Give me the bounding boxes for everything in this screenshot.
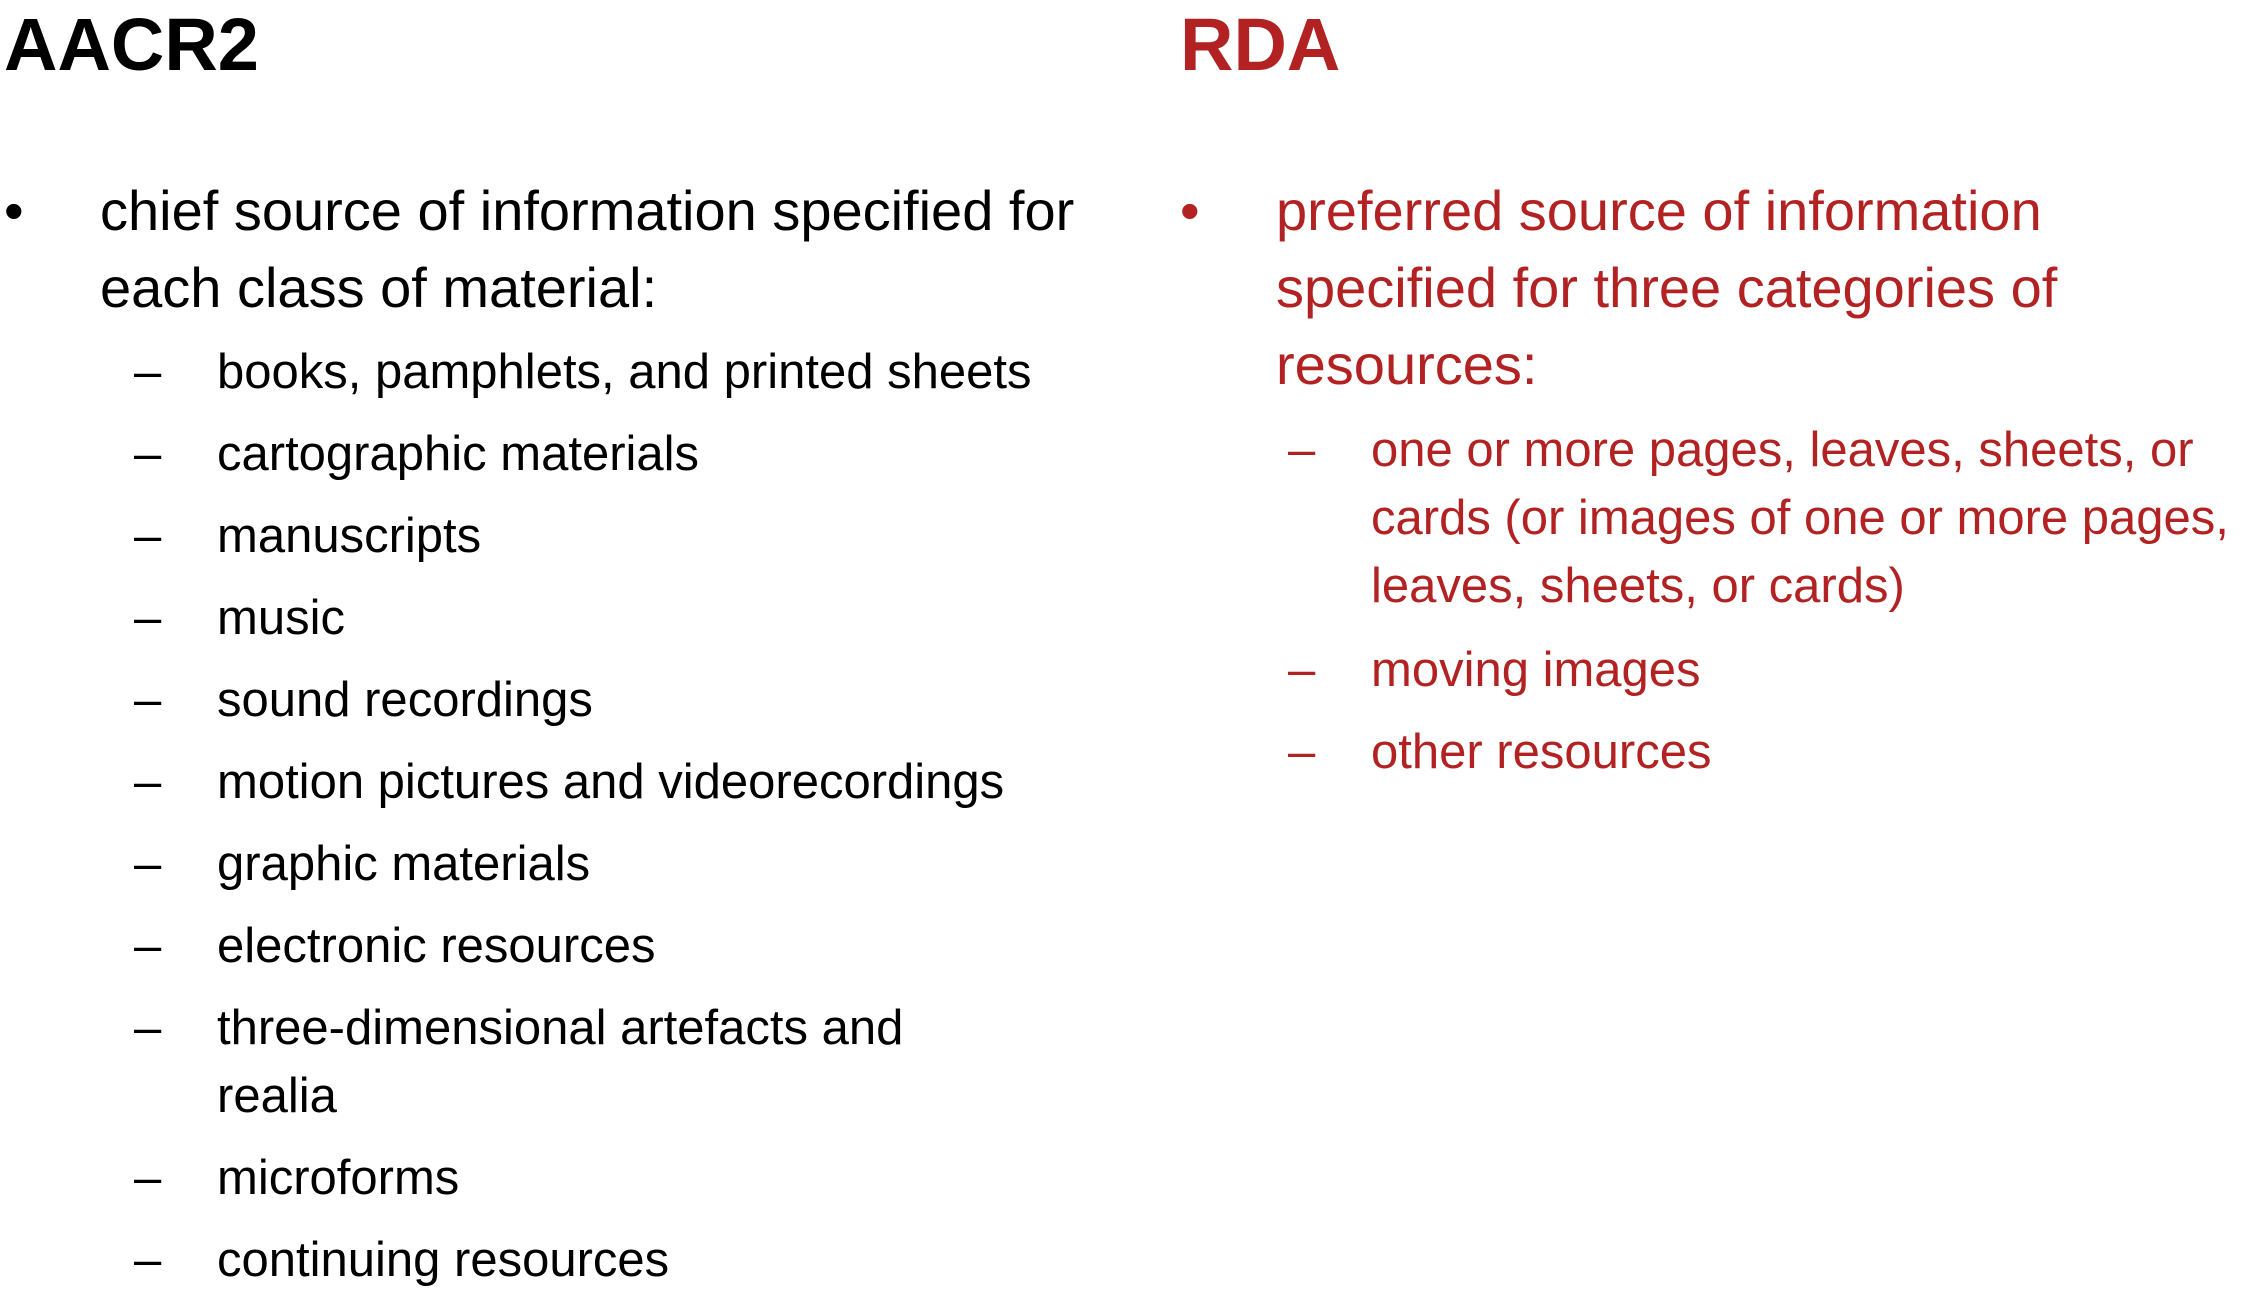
list-item-text: three-dimensional artefacts and realia — [217, 1001, 904, 1123]
dash-icon: – — [134, 673, 162, 727]
list-item-text: one or more pages, leaves, sheets, or cards (or images of one or more pages, leaves, sheets, or cards) — [1371, 423, 2229, 613]
aacr2-bullet-text: chief source of information specified for each class of material: — [100, 179, 1075, 319]
dash-icon: – — [134, 755, 162, 809]
list-item-text: other resources — [1371, 725, 1712, 779]
aacr2-heading: AACR2 — [4, 3, 259, 86]
dash-icon: – — [134, 591, 162, 645]
dash-icon: – — [134, 509, 162, 563]
dash-icon: – — [1288, 643, 1316, 697]
list-item-text: sound recordings — [217, 673, 593, 727]
list-item-text: electronic resources — [217, 919, 656, 973]
dash-icon: – — [134, 427, 162, 481]
dash-icon: – — [134, 1151, 162, 1205]
dash-icon: – — [1288, 725, 1316, 779]
list-item-text: graphic materials — [217, 837, 591, 891]
list-item-text: continuing resources — [217, 1233, 670, 1287]
dash-icon: – — [134, 837, 162, 891]
dash-icon: – — [134, 1233, 162, 1287]
list-item-text: moving images — [1371, 643, 1701, 697]
list-item-text: microforms — [217, 1151, 460, 1205]
dash-icon: – — [1288, 423, 1316, 477]
dash-icon: – — [134, 345, 162, 399]
rda-heading: RDA — [1180, 3, 1341, 86]
list-item-text: music — [217, 591, 345, 645]
bullet-icon: • — [4, 179, 24, 242]
list-item-text: manuscripts — [217, 509, 482, 563]
rda-bullet-text: preferred source of information specified for three categories of resources: — [1276, 179, 2058, 396]
list-item-text: books, pamphlets, and printed sheets — [217, 345, 1032, 399]
bullet-icon: • — [1180, 179, 1200, 242]
dash-icon: – — [134, 1001, 162, 1055]
list-item-text: motion pictures and videorecordings — [217, 755, 1005, 809]
list-item-text: cartographic materials — [217, 427, 700, 481]
dash-icon: – — [134, 919, 162, 973]
